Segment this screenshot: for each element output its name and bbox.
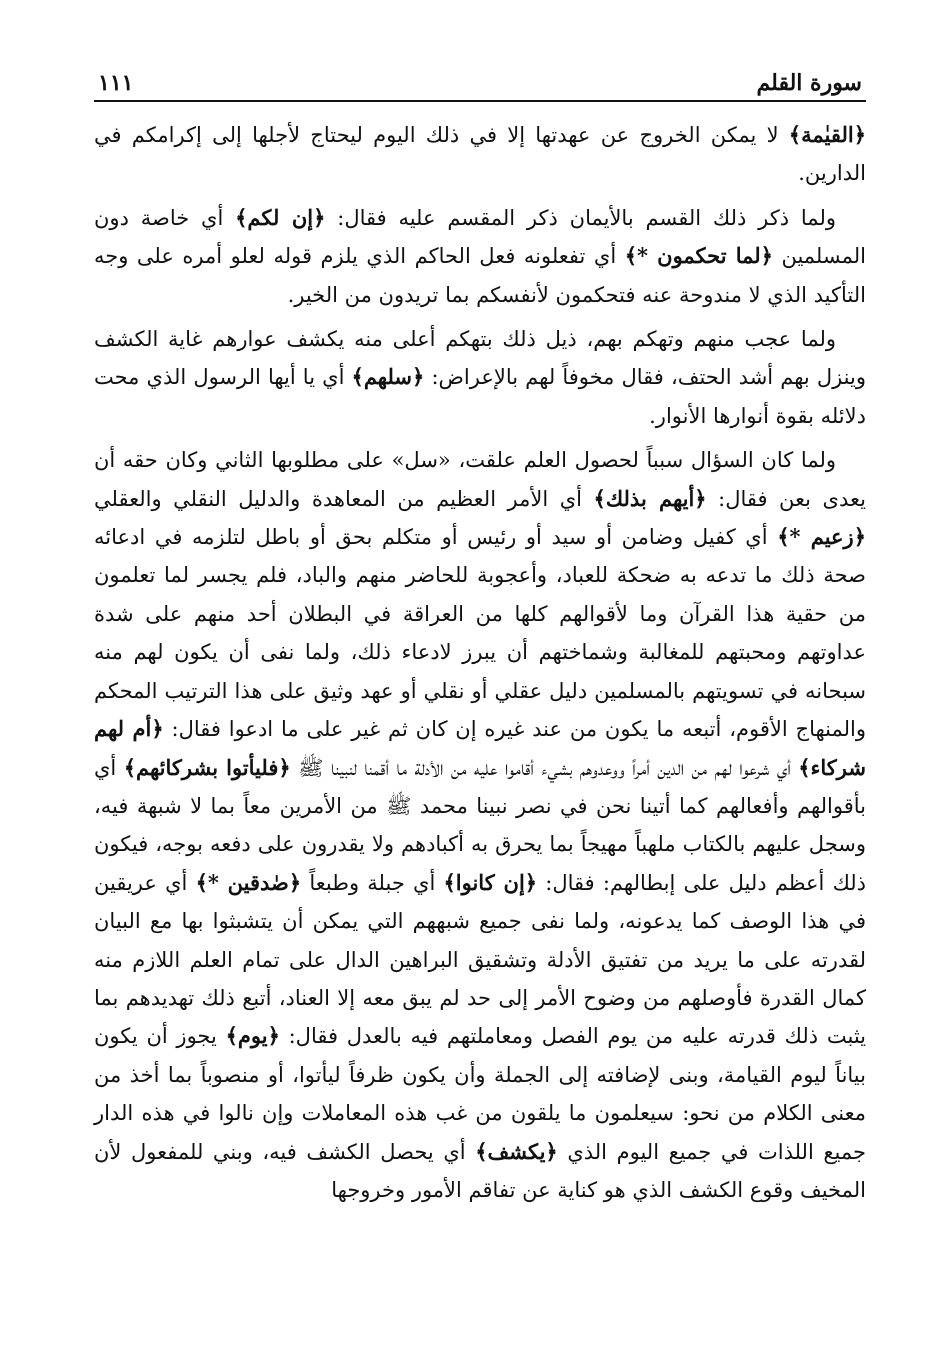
quran-quote: ﴿إن لكم﴾ — [235, 204, 326, 230]
commentary-text: أي خاصة دون المسلمين — [94, 205, 866, 269]
commentary-text: أي كفيل وضامن أو سيد أو رئيس أو متكلم بحق أو باطل لتلزمه في ادعائه صحة ذلك ما تدعه به ضحكة للعباد، وأعجوبة للحاضر منهم والباد، فلم يجسر لما تعلمون من حقية هذا القرآن وما لأقوالهم كلها من العراقة في البطلان أحد منهم على شدة عداوتهم ومحبتهم للمغالبة وشماختهم أن يبرز لادعاء ذلك، ولما نفى أن يكون لهم منه سبحانه في تسويتهم بالمسلمين دليل عقلي أو نقلي أو عهد وثيق على هذا الترتيب المحكم والمنهاج الأقوم، أتبعه ما يكون من عند غيره إن كان ثم غير على ما ادعوا فقال: — [94, 525, 866, 742]
quran-quote: ﴿يكشف﴾ — [475, 1138, 558, 1164]
commentary-text: أي شرعوا لهم من الدين أمراً ووعدوهم بشيء أقاموا عليه من الأدلة ما أقمنا لنبينا ﷺ — [290, 755, 799, 780]
commentary-text: أي الأمر العظيم من المعاهدة والدليل النقلي والعقلي — [94, 486, 594, 511]
commentary-text: أي جبلة وطبعاً — [301, 870, 444, 895]
quran-quote: ﴿أم لهم شركاء﴾ — [94, 716, 866, 780]
quran-quote: ﴿يوم﴾ — [225, 1023, 280, 1049]
surah-title: سورة القلم — [756, 70, 862, 96]
quran-quote: ﴿أيهم بذلك﴾ — [593, 485, 707, 511]
quran-quote: ﴿فليأتوا بشركائهم﴾ — [123, 754, 291, 780]
commentary-text: أي تفعلونه فعل الحاكم الذي يلزم قوله لعلو أمره على وجه التأكيد الذي لا مندوحة عنه فتحكمون لأنفسكم بما تريدون من الخير. — [94, 244, 866, 307]
quran-quote: ﴿القيٰمة﴾ — [788, 122, 866, 147]
commentary-text: لا يمكن الخروج عن عهدتها إلا في ذلك اليوم ليحتاج لأجلها إلى إكرامكم في الدارين. — [94, 123, 866, 186]
quran-quote: ﴿إن كانوا﴾ — [443, 869, 538, 895]
paragraph — [94, 116, 866, 193]
quran-quote: ﴿زعيم *﴾ — [777, 524, 867, 550]
commentary-text: ولما ذكر ذلك القسم بالأيمان ذكر المقسم عليه فقال: — [325, 205, 836, 230]
quran-quote: ﴿لما تحكمون *﴾ — [624, 243, 773, 269]
quran-quote: ﴿سلهم﴾ — [351, 364, 425, 390]
page-number: ١١١ — [98, 70, 134, 96]
commentary-text: أي عريقين في هذا الوصف كما يدعونه، ولما نفى جميع شبههم التي يمكن أن يتشبثوا بها مع البيان لقدرته على ما يريد من تفتيق الأدلة وتشقيق البراهين الدال على تمام العلم اللازم منه كمال القدرة فأوصلهم من وضوح الأمر إلى حد لم يبق معه إلا العناد، أتبع ذلك تهديدهم بما يثبت ذلك قدرته عليه من يوم الفصل ومعاملتهم فيه بالعدل فقال: — [94, 870, 866, 1049]
commentary-text: ولما عجب منهم وتهكم بهم، ذيل ذلك بتهكم أعلى منه يكشف عوارهم غاية الكشف وينزل بهم أشد الحتف، فقال مخوفاً لهم بالإعراض: — [94, 327, 866, 390]
page-body — [94, 116, 866, 1311]
quran-quote: ﴿صٰدقين *﴾ — [195, 869, 302, 895]
commentary-text: ولما كان السؤال سبباً لحصول العلم علقت، «سل» على مطلوبها الثاني وكان حقه أن يعدى بعن فقال: — [94, 448, 866, 511]
paragraph — [94, 441, 866, 1209]
paragraph — [94, 320, 866, 435]
running-header — [98, 58, 862, 96]
commentary-text: أي بأقوالهم وأفعالهم كما أتينا نحن في نصر نبينا محمد ﷺ من الأمرين معاً بما لا شبهة فيه، وسجل عليهم بالكتاب ملهباً مهيجاً بما يحرق به أكبادهم ولا يقدرون على دفعه بوجه، فيكون ذلك أعظم دليل على إبطالهم: فقال: — [94, 755, 867, 895]
header-divider — [94, 100, 866, 102]
commentary-text: أي يا أيها الرسول الذي محت دلائله بقوة أنوارها الأنوار. — [94, 365, 866, 428]
commentary-text: أي يحصل الكشف فيه، وبني للمفعول لأن المخيف وقوع الكشف الذي هو كناية عن تفاقم الأمور وخروجها — [94, 1139, 866, 1202]
commentary-text: يجوز أن يكون بياناً ليوم القيامة، وبنى لإضافته إلى الجملة وأن يكون ظرفاً ليأتوا، أو منصوباً بما أخذ من معنى الكلام من نحو: سيعلمون ما يلقون من غب هذه المعاملات وإن نالوا في هذه الدار جميع اللذات في جميع اليوم الذي — [94, 1024, 866, 1164]
paragraph — [94, 199, 866, 314]
